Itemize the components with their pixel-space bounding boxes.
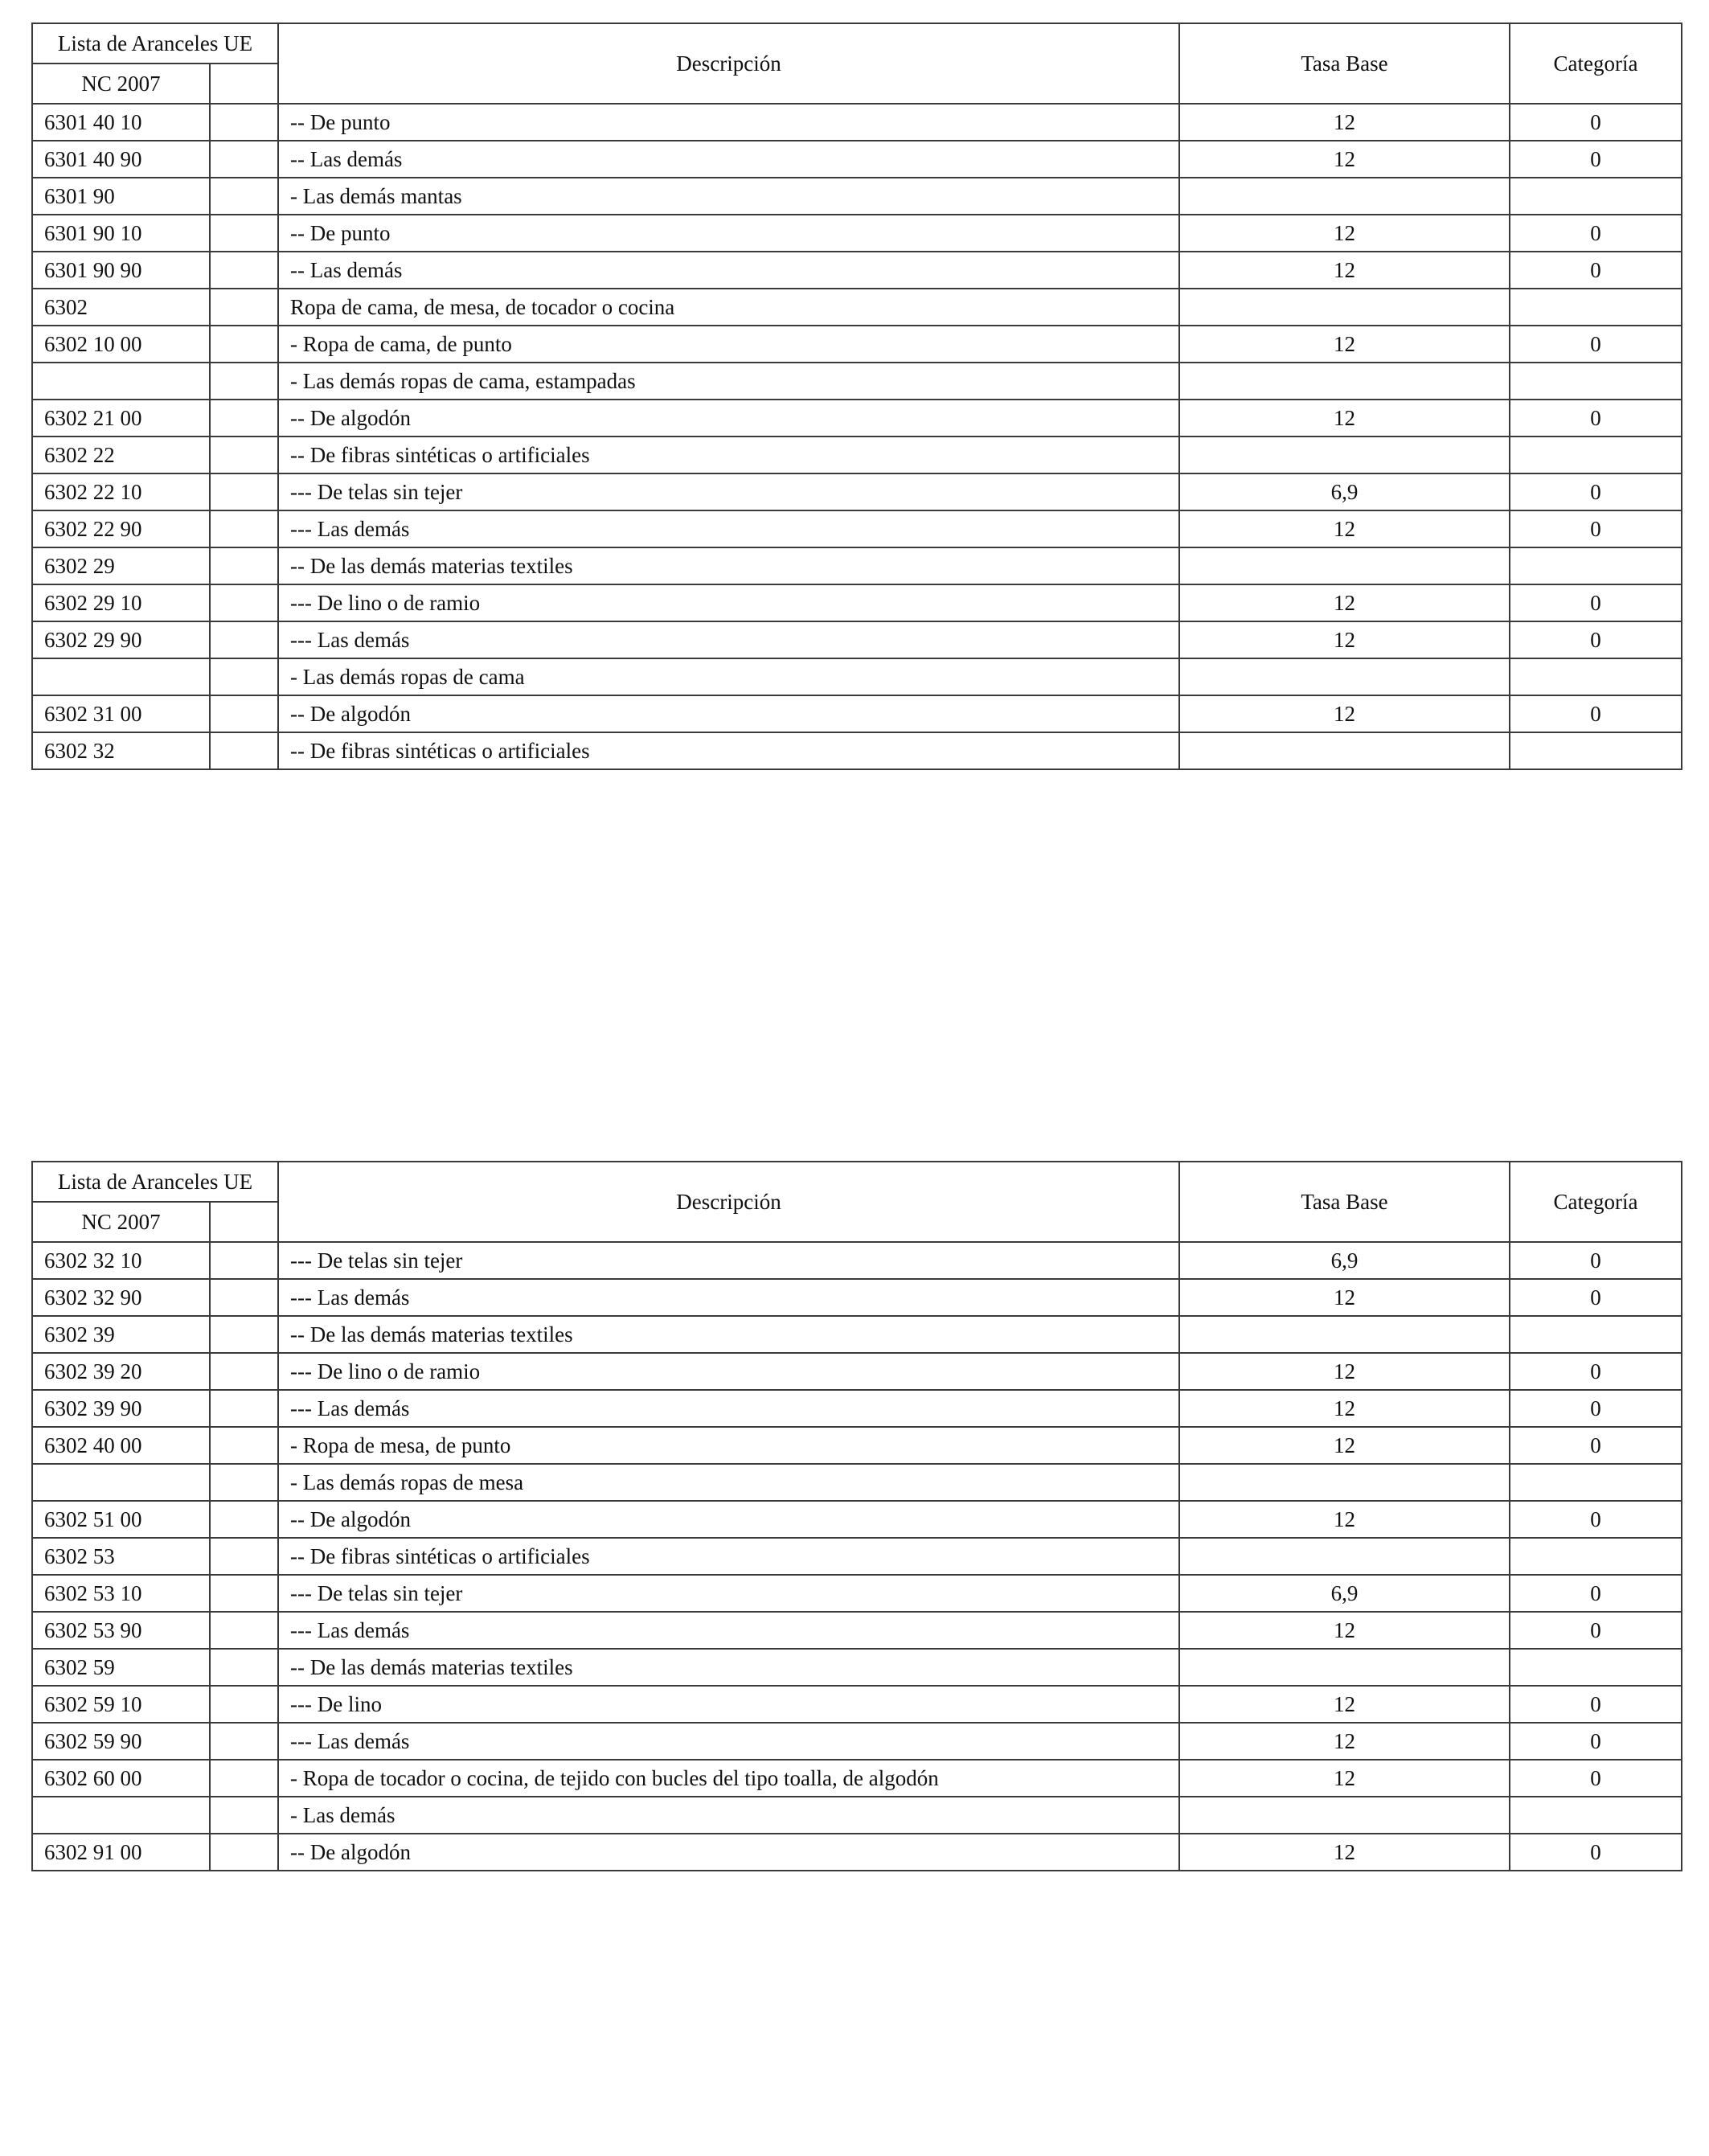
base-rate-cell: 6,9 — [1179, 1575, 1510, 1612]
category-cell: 0 — [1510, 1279, 1682, 1316]
base-rate-cell: 12 — [1179, 1686, 1510, 1723]
table-row — [32, 289, 1682, 326]
nc-code-cell: 6302 32 90 — [32, 1279, 210, 1316]
base-rate-cell: 12 — [1179, 510, 1510, 547]
category-cell — [1510, 178, 1682, 215]
description-cell: - Las demás ropas de cama, estampadas — [278, 363, 1179, 400]
category-cell — [1510, 1538, 1682, 1575]
table-row — [32, 1353, 1682, 1390]
table-row — [32, 732, 1682, 769]
category-cell: 0 — [1510, 1575, 1682, 1612]
base-rate-cell — [1179, 437, 1510, 473]
description-cell: --- Las demás — [278, 1390, 1179, 1427]
category-cell: 0 — [1510, 1686, 1682, 1723]
base-rate-cell: 12 — [1179, 695, 1510, 732]
nc-code-cell: 6302 22 90 — [32, 510, 210, 547]
description-cell: --- Las demás — [278, 1279, 1179, 1316]
category-cell: 0 — [1510, 326, 1682, 363]
table-row — [32, 178, 1682, 215]
table-row — [32, 326, 1682, 363]
table-row — [32, 473, 1682, 510]
nc-code-cell: 6302 22 — [32, 437, 210, 473]
empty-cell — [210, 732, 278, 769]
category-cell — [1510, 363, 1682, 400]
empty-cell — [210, 178, 278, 215]
table-row — [32, 695, 1682, 732]
description-cell: - Ropa de cama, de punto — [278, 326, 1179, 363]
base-rate-cell — [1179, 1316, 1510, 1353]
nc-code-cell: 6301 40 10 — [32, 104, 210, 141]
base-rate-cell — [1179, 1797, 1510, 1834]
header-row-top — [32, 23, 1682, 64]
base-rate-cell — [1179, 363, 1510, 400]
nc-code-cell: 6302 32 — [32, 732, 210, 769]
empty-cell — [210, 1353, 278, 1390]
category-cell: 0 — [1510, 1353, 1682, 1390]
empty-cell — [210, 510, 278, 547]
empty-cell — [210, 1723, 278, 1760]
description-cell: -- De las demás materias textiles — [278, 1649, 1179, 1686]
empty-cell — [210, 1316, 278, 1353]
base-rate-cell: 12 — [1179, 215, 1510, 252]
description-cell: -- De fibras sintéticas o artificiales — [278, 732, 1179, 769]
table-row — [32, 1649, 1682, 1686]
base-rate-header: Tasa Base — [1179, 23, 1510, 104]
empty-cell — [210, 1834, 278, 1871]
description-cell: --- De lino — [278, 1686, 1179, 1723]
table-row — [32, 584, 1682, 621]
category-cell: 0 — [1510, 400, 1682, 437]
empty-cell — [210, 1686, 278, 1723]
empty-cell — [210, 658, 278, 695]
category-cell — [1510, 1464, 1682, 1501]
empty-header-cell — [210, 1202, 278, 1242]
category-cell — [1510, 1316, 1682, 1353]
description-cell: --- De telas sin tejer — [278, 473, 1179, 510]
table-row — [32, 363, 1682, 400]
category-cell: 0 — [1510, 104, 1682, 141]
empty-cell — [210, 1538, 278, 1575]
table-row — [32, 1834, 1682, 1871]
base-rate-cell — [1179, 732, 1510, 769]
empty-cell — [210, 695, 278, 732]
base-rate-cell: 12 — [1179, 1612, 1510, 1649]
nc-code-cell: 6302 91 00 — [32, 1834, 210, 1871]
base-rate-cell: 6,9 — [1179, 473, 1510, 510]
table-row — [32, 1723, 1682, 1760]
list-header: Lista de Aranceles UE — [32, 23, 278, 64]
table-row — [32, 437, 1682, 473]
table-row — [32, 400, 1682, 437]
table-row — [32, 215, 1682, 252]
empty-cell — [210, 1464, 278, 1501]
table-row — [32, 510, 1682, 547]
category-cell: 0 — [1510, 1427, 1682, 1464]
category-cell — [1510, 1797, 1682, 1834]
base-rate-cell: 6,9 — [1179, 1242, 1510, 1279]
table-row — [32, 1575, 1682, 1612]
base-rate-cell: 12 — [1179, 326, 1510, 363]
category-header: Categoría — [1510, 23, 1682, 104]
base-rate-cell: 12 — [1179, 252, 1510, 289]
nc-code-cell: 6301 90 90 — [32, 252, 210, 289]
empty-cell — [210, 473, 278, 510]
category-header: Categoría — [1510, 1162, 1682, 1242]
empty-cell — [210, 1760, 278, 1797]
base-rate-cell: 12 — [1179, 1834, 1510, 1871]
empty-cell — [210, 326, 278, 363]
base-rate-cell — [1179, 658, 1510, 695]
table-row — [32, 658, 1682, 695]
nc-code-cell: 6301 90 — [32, 178, 210, 215]
base-rate-cell: 12 — [1179, 1501, 1510, 1538]
table-row — [32, 104, 1682, 141]
nc-code-cell: 6302 39 90 — [32, 1390, 210, 1427]
nc-code-cell: 6302 31 00 — [32, 695, 210, 732]
table-row — [32, 1427, 1682, 1464]
table-row — [32, 1464, 1682, 1501]
base-rate-cell — [1179, 178, 1510, 215]
base-rate-cell — [1179, 1538, 1510, 1575]
description-cell: --- De telas sin tejer — [278, 1575, 1179, 1612]
nc-code-cell: 6302 60 00 — [32, 1760, 210, 1797]
description-cell: - Las demás — [278, 1797, 1179, 1834]
empty-cell — [210, 1427, 278, 1464]
category-cell — [1510, 1649, 1682, 1686]
description-header: Descripción — [278, 1162, 1179, 1242]
description-cell: - Ropa de tocador o cocina, de tejido con bucles del tipo toalla, de algodón — [278, 1760, 1179, 1797]
category-cell: 0 — [1510, 473, 1682, 510]
nc-code-cell: 6302 29 10 — [32, 584, 210, 621]
description-cell: -- De punto — [278, 104, 1179, 141]
category-cell: 0 — [1510, 621, 1682, 658]
empty-cell — [210, 1649, 278, 1686]
nc-code-cell: 6302 51 00 — [32, 1501, 210, 1538]
table-row — [32, 1242, 1682, 1279]
nc-code-cell: 6302 59 10 — [32, 1686, 210, 1723]
empty-cell — [210, 1612, 278, 1649]
nc-code-cell: 6302 21 00 — [32, 400, 210, 437]
category-cell: 0 — [1510, 1723, 1682, 1760]
nc-code-cell: 6302 59 90 — [32, 1723, 210, 1760]
nc-code-cell: 6302 10 00 — [32, 326, 210, 363]
empty-cell — [210, 289, 278, 326]
nc-code-cell — [32, 363, 210, 400]
base-rate-cell: 12 — [1179, 621, 1510, 658]
base-rate-cell: 12 — [1179, 1353, 1510, 1390]
description-cell: --- De telas sin tejer — [278, 1242, 1179, 1279]
base-rate-cell: 12 — [1179, 141, 1510, 178]
nc-header: NC 2007 — [32, 1202, 210, 1242]
description-cell: -- De algodón — [278, 1834, 1179, 1871]
category-cell: 0 — [1510, 1242, 1682, 1279]
description-cell: - Ropa de mesa, de punto — [278, 1427, 1179, 1464]
empty-cell — [210, 621, 278, 658]
base-rate-cell: 12 — [1179, 1723, 1510, 1760]
description-cell: -- Las demás — [278, 141, 1179, 178]
list-header: Lista de Aranceles UE — [32, 1162, 278, 1202]
category-cell — [1510, 658, 1682, 695]
table-row — [32, 1612, 1682, 1649]
empty-cell — [210, 1242, 278, 1279]
empty-cell — [210, 1575, 278, 1612]
base-rate-cell: 12 — [1179, 1279, 1510, 1316]
base-rate-cell: 12 — [1179, 104, 1510, 141]
table-row — [32, 1538, 1682, 1575]
description-cell: --- De lino o de ramio — [278, 1353, 1179, 1390]
empty-cell — [210, 363, 278, 400]
description-cell: - Las demás mantas — [278, 178, 1179, 215]
category-cell: 0 — [1510, 215, 1682, 252]
category-cell: 0 — [1510, 584, 1682, 621]
empty-cell — [210, 400, 278, 437]
nc-code-cell: 6302 22 10 — [32, 473, 210, 510]
nc-code-cell — [32, 1797, 210, 1834]
category-cell: 0 — [1510, 141, 1682, 178]
table-row — [32, 141, 1682, 178]
description-cell: -- De algodón — [278, 695, 1179, 732]
category-cell: 0 — [1510, 1390, 1682, 1427]
nc-code-cell: 6301 40 90 — [32, 141, 210, 178]
base-rate-cell — [1179, 1464, 1510, 1501]
empty-cell — [210, 252, 278, 289]
base-rate-cell — [1179, 289, 1510, 326]
category-cell: 0 — [1510, 252, 1682, 289]
table-row — [32, 1390, 1682, 1427]
category-cell: 0 — [1510, 1760, 1682, 1797]
tariff-table-2 — [31, 1161, 1682, 1871]
base-rate-header: Tasa Base — [1179, 1162, 1510, 1242]
nc-code-cell — [32, 658, 210, 695]
nc-code-cell — [32, 1464, 210, 1501]
base-rate-cell: 12 — [1179, 584, 1510, 621]
table-row — [32, 547, 1682, 584]
empty-cell — [210, 1390, 278, 1427]
empty-cell — [210, 1501, 278, 1538]
base-rate-cell — [1179, 1649, 1510, 1686]
nc-code-cell: 6301 90 10 — [32, 215, 210, 252]
table-row — [32, 621, 1682, 658]
description-cell: - Las demás ropas de mesa — [278, 1464, 1179, 1501]
base-rate-cell: 12 — [1179, 400, 1510, 437]
table-row — [32, 1760, 1682, 1797]
description-cell: - Las demás ropas de cama — [278, 658, 1179, 695]
table-row — [32, 252, 1682, 289]
base-rate-cell — [1179, 547, 1510, 584]
table-row — [32, 1797, 1682, 1834]
nc-code-cell: 6302 53 10 — [32, 1575, 210, 1612]
nc-code-cell: 6302 39 20 — [32, 1353, 210, 1390]
empty-header-cell — [210, 64, 278, 104]
nc-code-cell: 6302 29 — [32, 547, 210, 584]
base-rate-cell: 12 — [1179, 1760, 1510, 1797]
description-header: Descripción — [278, 23, 1179, 104]
empty-cell — [210, 1797, 278, 1834]
description-cell: -- De punto — [278, 215, 1179, 252]
description-cell: -- De fibras sintéticas o artificiales — [278, 437, 1179, 473]
nc-code-cell: 6302 39 — [32, 1316, 210, 1353]
tariff-table-1 — [31, 23, 1682, 770]
description-cell: --- Las demás — [278, 621, 1179, 658]
description-cell: -- De algodón — [278, 400, 1179, 437]
description-cell: -- De las demás materias textiles — [278, 547, 1179, 584]
description-cell: --- De lino o de ramio — [278, 584, 1179, 621]
table-row — [32, 1279, 1682, 1316]
category-cell: 0 — [1510, 1612, 1682, 1649]
description-cell: Ropa de cama, de mesa, de tocador o cocina — [278, 289, 1179, 326]
description-cell: --- Las demás — [278, 510, 1179, 547]
category-cell — [1510, 289, 1682, 326]
empty-cell — [210, 584, 278, 621]
base-rate-cell: 12 — [1179, 1390, 1510, 1427]
category-cell: 0 — [1510, 1501, 1682, 1538]
empty-cell — [210, 104, 278, 141]
description-cell: --- Las demás — [278, 1723, 1179, 1760]
nc-code-cell: 6302 53 90 — [32, 1612, 210, 1649]
empty-cell — [210, 547, 278, 584]
table-row — [32, 1501, 1682, 1538]
category-cell — [1510, 732, 1682, 769]
empty-cell — [210, 437, 278, 473]
description-cell: -- De algodón — [278, 1501, 1179, 1538]
description-cell: -- Las demás — [278, 252, 1179, 289]
nc-code-cell: 6302 40 00 — [32, 1427, 210, 1464]
nc-code-cell: 6302 29 90 — [32, 621, 210, 658]
empty-cell — [210, 141, 278, 178]
nc-header: NC 2007 — [32, 64, 210, 104]
base-rate-cell: 12 — [1179, 1427, 1510, 1464]
nc-code-cell: 6302 — [32, 289, 210, 326]
empty-cell — [210, 1279, 278, 1316]
description-cell: -- De fibras sintéticas o artificiales — [278, 1538, 1179, 1575]
category-cell — [1510, 437, 1682, 473]
description-cell: -- De las demás materias textiles — [278, 1316, 1179, 1353]
table-row — [32, 1316, 1682, 1353]
nc-code-cell: 6302 53 — [32, 1538, 210, 1575]
category-cell — [1510, 547, 1682, 584]
category-cell: 0 — [1510, 695, 1682, 732]
category-cell: 0 — [1510, 1834, 1682, 1871]
category-cell: 0 — [1510, 510, 1682, 547]
description-cell: --- Las demás — [278, 1612, 1179, 1649]
empty-cell — [210, 215, 278, 252]
nc-code-cell: 6302 59 — [32, 1649, 210, 1686]
table-row — [32, 1686, 1682, 1723]
header-row-top — [32, 1162, 1682, 1202]
nc-code-cell: 6302 32 10 — [32, 1242, 210, 1279]
